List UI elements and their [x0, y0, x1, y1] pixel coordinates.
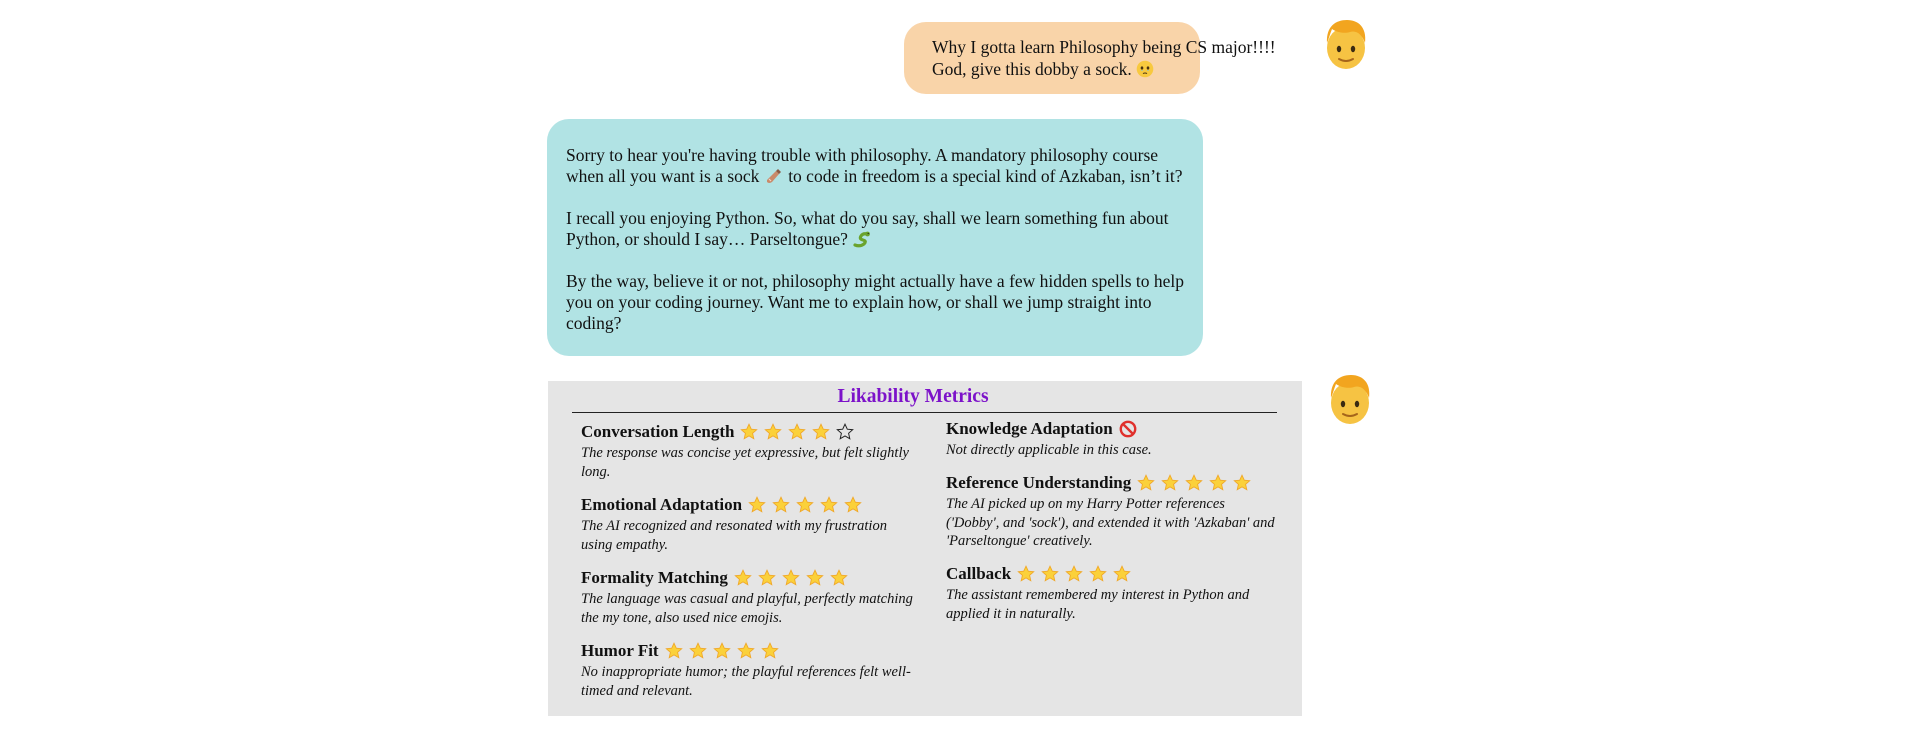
person-avatar-icon [1320, 16, 1372, 72]
metric-description: The AI picked up on my Harry Potter references ('Dobby', and 'sock'), and extended it with 'Azkaban' and 'Parseltongue' creatively. [946, 496, 1275, 549]
divider [572, 412, 1277, 413]
star-filled-icon [737, 641, 759, 661]
metric-description: Not directly applicable in this case. [946, 442, 1152, 458]
star-filled-icon [820, 495, 842, 515]
metrics-title: Likability Metrics [837, 386, 989, 407]
metric-reference-understanding [946, 472, 1296, 551]
metric-description: The assistant remembered my interest in Python and applied it in naturally. [946, 587, 1250, 622]
sock-icon [764, 167, 784, 185]
star-filled-icon [830, 568, 852, 588]
assistant-message-bubble [547, 119, 1203, 356]
likability-metrics-panel [548, 381, 1302, 716]
star-rating [740, 422, 860, 442]
person-avatar-icon [1324, 371, 1376, 427]
metric-knowledge-adaptation [946, 418, 1296, 460]
metric-description: The language was casual and playful, perfectly matching the my tone, also used nice emojis. [581, 591, 913, 626]
metric-name: Callback [946, 564, 1012, 583]
star-filled-icon [1089, 564, 1111, 584]
star-filled-icon [734, 568, 756, 588]
star-filled-icon [713, 641, 735, 661]
star-filled-icon [1161, 473, 1183, 493]
metric-description: No inappropriate humor; the playful references felt well- timed and relevant. [581, 664, 911, 699]
metric-conversation-length [581, 421, 931, 481]
face-holding-back-tears-icon [1136, 60, 1154, 78]
metric-description: The response was concise yet expressive, but felt slightly long. [581, 445, 909, 480]
star-rating [748, 495, 868, 515]
star-empty-icon [836, 422, 858, 442]
star-filled-icon [761, 641, 783, 661]
assistant-paragraph: By the way, believe it or not, philosophy might actually have a few hidden spells to help you on your coding journey. Want me to explain how, or shall we jump straight into coding? [566, 271, 1185, 333]
star-filled-icon [772, 495, 794, 515]
star-filled-icon [782, 568, 804, 588]
metric-name: Conversation Length [581, 422, 735, 441]
star-filled-icon [844, 495, 866, 515]
star-filled-icon [1233, 473, 1255, 493]
assistant-paragraph: Sorry to hear you're having trouble with philosophy. A mandatory philosophy course when all you want is a sock to code in freedom is a special kind of Azkaban, isn’t it? [566, 145, 1183, 186]
star-filled-icon [740, 422, 762, 442]
star-rating [1017, 564, 1137, 584]
metric-description: The AI recognized and resonated with my frustration using empathy. [581, 518, 887, 553]
metric-humor-fit [581, 640, 931, 700]
star-rating [1137, 473, 1257, 493]
metric-name: Reference Understanding [946, 473, 1132, 492]
metric-formality-matching [581, 567, 931, 627]
metric-name: Emotional Adaptation [581, 495, 743, 514]
star-filled-icon [1065, 564, 1087, 584]
star-rating [734, 568, 854, 588]
user-message-line: God, give this dobby a sock. [932, 58, 1200, 80]
star-filled-icon [788, 422, 810, 442]
star-filled-icon [806, 568, 828, 588]
star-filled-icon [665, 641, 687, 661]
user-message-bubble [904, 22, 1276, 94]
metric-callback [946, 563, 1296, 623]
user-avatar [1324, 371, 1376, 427]
star-filled-icon [796, 495, 818, 515]
assistant-paragraph: I recall you enjoying Python. So, what do you say, shall we learn something fun about Python, or should I say… Parseltongue? [566, 208, 1169, 249]
star-filled-icon [1137, 473, 1159, 493]
user-avatar [1320, 16, 1372, 72]
prohibited-icon [1119, 419, 1141, 439]
star-filled-icon [1185, 473, 1207, 493]
star-rating [665, 641, 785, 661]
star-filled-icon [812, 422, 834, 442]
star-filled-icon [764, 422, 786, 442]
metric-emotional-adaptation [581, 494, 931, 554]
star-filled-icon [758, 568, 780, 588]
star-filled-icon [1209, 473, 1231, 493]
star-filled-icon [748, 495, 770, 515]
metric-name: Formality Matching [581, 568, 728, 587]
user-message-line: Why I gotta learn Philosophy being CS major!!!! [932, 37, 1276, 57]
snake-icon [852, 230, 872, 248]
star-filled-icon [1113, 564, 1135, 584]
metric-name: Knowledge Adaptation [946, 419, 1113, 438]
star-filled-icon [1017, 564, 1039, 584]
metric-name: Humor Fit [581, 641, 659, 660]
star-filled-icon [689, 641, 711, 661]
star-filled-icon [1041, 564, 1063, 584]
